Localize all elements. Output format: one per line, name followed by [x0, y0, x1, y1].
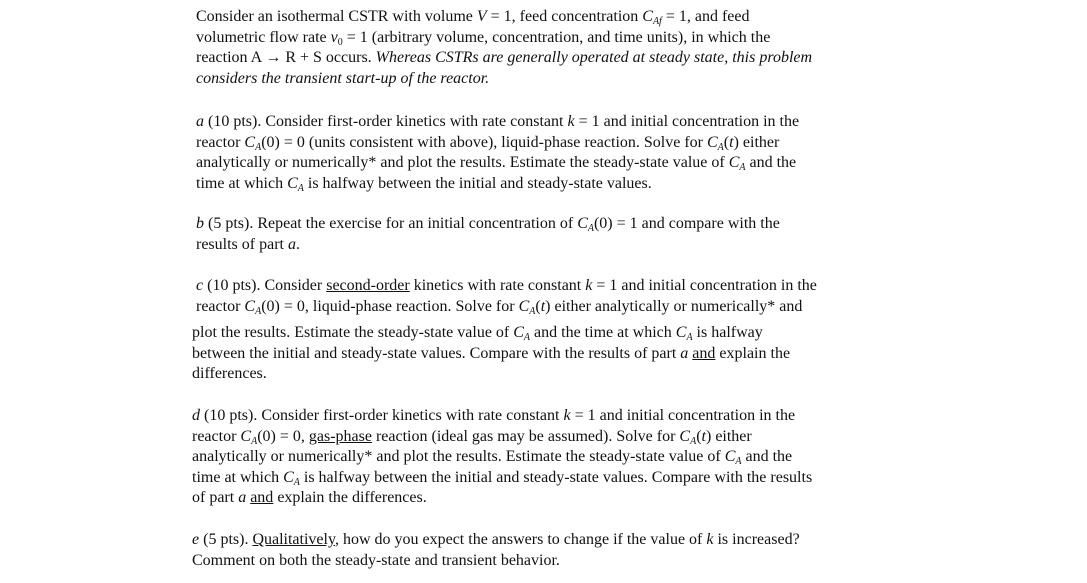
text: ) either: [705, 427, 752, 445]
text: (10 pts). Consider: [203, 277, 327, 294]
text: analytically or numerically* and plot the results. Estimate the steady-state value of: [192, 448, 725, 465]
part-a-line-4: [196, 174, 799, 195]
subscript: A: [587, 223, 594, 234]
part-c-continued: [192, 323, 790, 385]
subscript: 0: [337, 36, 343, 48]
part-c-line-1: [196, 276, 817, 297]
problem-intro: [196, 7, 812, 89]
text: Consider an isothermal CSTR with volume: [196, 8, 477, 25]
part-a-line-3: [196, 153, 799, 174]
underlined-text: and: [250, 489, 274, 506]
var-v: v: [330, 28, 338, 46]
subscript: A: [529, 305, 536, 317]
var-C: C: [707, 133, 718, 151]
subscript: A: [717, 141, 724, 153]
text: (: [723, 133, 730, 151]
text: is halfway between the initial and steady-state values.: [303, 174, 652, 192]
subscript: A: [255, 141, 262, 153]
var-k: k: [563, 407, 571, 424]
part-a-line-2: [196, 133, 799, 154]
text: (5 pts).: [199, 531, 253, 548]
intro-line-4: considers the transient start-up of the reactor.: [196, 69, 490, 87]
var-k: k: [706, 531, 714, 548]
intro-line-3: [196, 48, 812, 69]
part-b-line-1: [196, 214, 780, 235]
var-k: k: [567, 113, 575, 130]
part-c-line-5: differences.: [192, 365, 267, 382]
text: and the: [745, 154, 797, 171]
subscript: A: [255, 305, 262, 317]
var-C: C: [287, 174, 298, 192]
underlined-text: second-order: [326, 277, 410, 294]
text: kinetics with rate constant: [409, 277, 586, 294]
var-C: C: [244, 297, 256, 315]
subscript: A: [251, 435, 258, 447]
text: is halfway: [692, 324, 763, 341]
var-C: C: [240, 427, 252, 445]
text: reaction (ideal gas may be assumed). Solve for: [371, 427, 680, 445]
part-d: [192, 406, 812, 509]
text: between the initial and steady-state values. Compare with the results of part: [192, 344, 681, 362]
text: is halfway between the initial and steady-state values. Compare with the results: [299, 468, 813, 486]
text: (0) = 0,: [257, 427, 309, 445]
part-a-line-1: [196, 112, 799, 133]
text: (0) = 0, liquid-phase reaction. Solve for: [261, 297, 519, 315]
text: (: [535, 297, 541, 315]
var-C: C: [675, 324, 687, 341]
text: analytically or numerically* and plot the results. Estimate the steady-state value of: [196, 154, 729, 171]
var-C: C: [244, 133, 256, 151]
part-c-line-4: [192, 344, 790, 365]
text: results of part: [196, 235, 288, 253]
text: ) either analytically or numerically* and: [545, 297, 803, 315]
part-ref: a: [238, 489, 247, 506]
part-b: [196, 214, 780, 255]
text: = 1 and initial concentration in the: [570, 407, 796, 424]
text: (5 pts). Repeat the exercise for an initial concentration of: [204, 215, 578, 232]
underlined-text: gas-phase: [308, 427, 372, 445]
text: = 1, and feed: [661, 8, 750, 25]
text: reaction A → R + S occurs.: [196, 49, 376, 66]
subscript: A: [735, 456, 742, 467]
intro-line-1: [196, 7, 812, 28]
var-V: V: [476, 8, 487, 25]
text: plot the results. Estimate the steady-state value of: [192, 324, 514, 341]
part-e-line-1: [192, 530, 800, 551]
text: = 1 (arbitrary volume, concentration, and time units), in which the: [342, 28, 771, 46]
subscript: A: [293, 476, 300, 488]
text: = 1 and initial concentration in the: [592, 277, 817, 294]
part-c: [196, 276, 817, 317]
text: (0) = 0 (units consistent with above), liquid-phase reaction. Solve for: [261, 133, 707, 151]
part-label: c: [196, 277, 204, 294]
text: of part: [192, 489, 239, 506]
var-C: C: [283, 468, 294, 486]
part-e-line-2: Comment on both the steady-state and transient behavior.: [192, 551, 560, 569]
subscript: Af: [652, 16, 662, 27]
text: and the: [741, 448, 793, 465]
var-C: C: [728, 154, 740, 171]
var-C: C: [642, 8, 653, 25]
part-ref: a: [680, 344, 689, 362]
part-label: a: [196, 113, 204, 130]
text: volumetric flow rate: [196, 28, 331, 46]
part-label: e: [192, 531, 200, 548]
text: explain the differences.: [273, 489, 427, 506]
text: (: [696, 427, 702, 445]
text: time at which: [196, 174, 288, 192]
text: is increased?: [713, 531, 800, 548]
part-ref: a: [287, 235, 296, 253]
text: = 1, feed concentration: [486, 8, 643, 25]
var-C: C: [513, 324, 524, 341]
var-C: C: [679, 427, 691, 445]
part-b-line-2: [196, 235, 780, 256]
text: reactor: [196, 297, 245, 315]
var-t: t: [729, 133, 734, 151]
text: reactor: [192, 427, 241, 445]
text: ) either: [733, 133, 780, 151]
var-C: C: [577, 215, 588, 232]
part-d-line-4: [192, 468, 812, 489]
var-C: C: [724, 448, 736, 465]
text: (10 pts). Consider first-order kinetics with rate constant: [200, 407, 564, 424]
part-c-line-2: [196, 297, 817, 318]
part-d-line-2: [192, 427, 812, 448]
part-label: d: [192, 407, 200, 424]
var-t: t: [701, 427, 706, 445]
subscript: A: [686, 332, 693, 343]
text: (0) = 1 and compare with the: [593, 215, 780, 232]
subscript: A: [690, 435, 697, 447]
text: (10 pts). Consider first-order kinetics with rate constant: [204, 113, 568, 130]
text: explain the: [715, 344, 791, 362]
part-d-line-5: [192, 488, 812, 509]
subscript: A: [523, 332, 531, 343]
part-e: [192, 530, 800, 571]
text: = 1 and initial concentration in the: [574, 113, 800, 130]
italic-text: Whereas CSTRs are generally operated at steady state, this problem: [375, 49, 813, 66]
underlined-text: Qualitatively: [252, 531, 335, 548]
part-label: b: [196, 215, 204, 232]
part-d-line-1: [192, 406, 812, 427]
part-c-line-3: [192, 323, 790, 344]
text: , how do you expect the answers to change if the value of: [334, 531, 707, 548]
var-t: t: [540, 297, 546, 315]
var-k: k: [585, 277, 593, 294]
underlined-text: and: [692, 344, 716, 362]
subscript: A: [297, 182, 304, 194]
text: time at which: [192, 468, 284, 486]
text: .: [295, 235, 300, 253]
subscript: A: [739, 162, 746, 173]
part-a: [196, 112, 799, 194]
text: and the time at which: [530, 324, 676, 341]
intro-line-2: [196, 28, 812, 49]
text: reactor: [196, 133, 245, 151]
var-C: C: [518, 297, 530, 315]
part-d-line-3: [192, 447, 812, 468]
